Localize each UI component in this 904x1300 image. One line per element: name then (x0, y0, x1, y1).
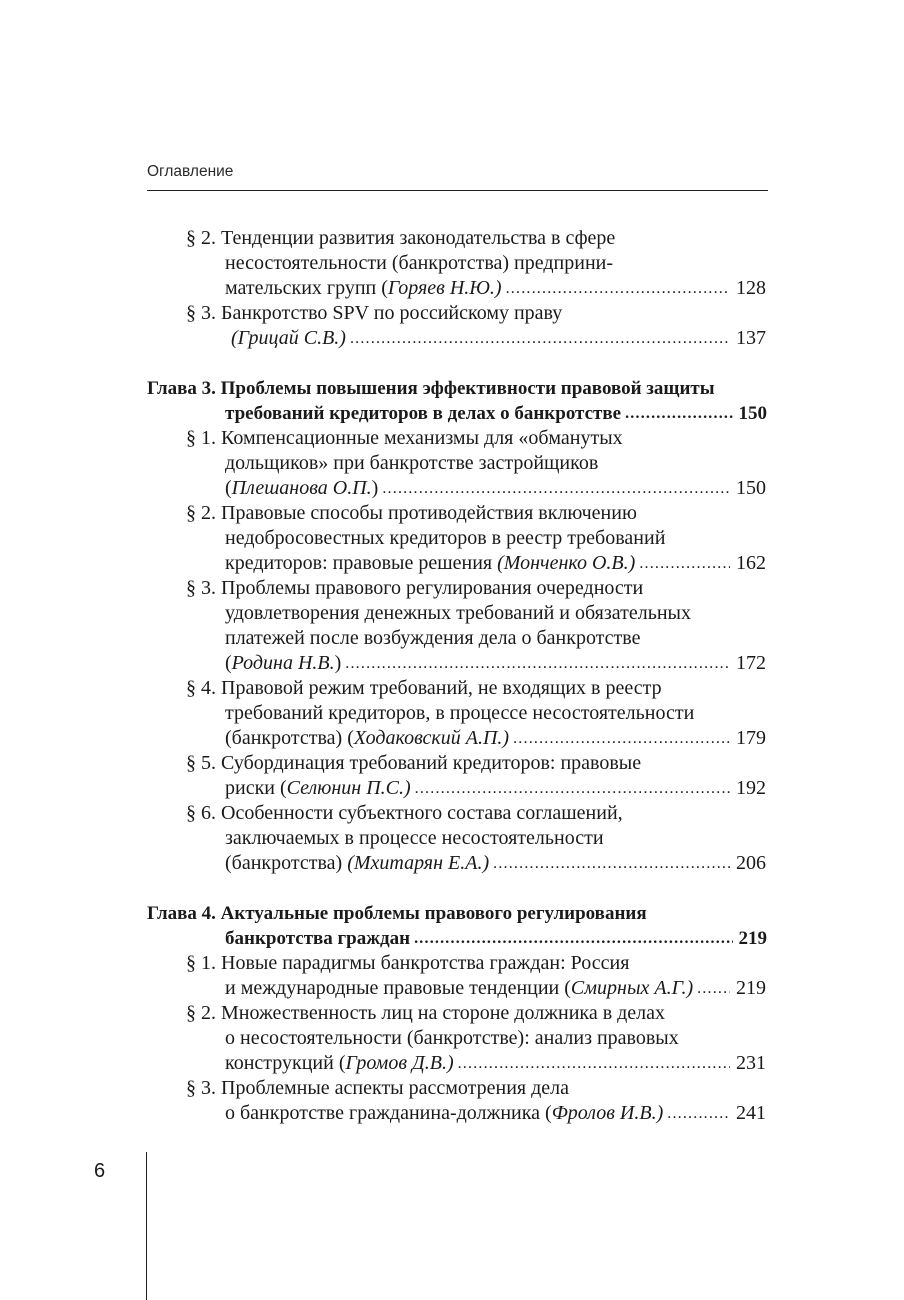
toc-entry-3-1-line3[interactable]: (Плешанова О.П.) ..... 150 (225, 476, 766, 501)
toc-entry-3-1-line1: § 1. Компенсационные механизмы для «обманутых (186, 427, 623, 449)
dot-leader (345, 651, 730, 676)
toc-chapter-3-title-line2[interactable]: требований кредиторов в делах о банкротстве ..... 150 (225, 401, 767, 426)
toc-entry-2-2-line1: § 2. Тенденции развития законодательства в сфере (186, 227, 616, 249)
page-number: 128 (736, 277, 766, 299)
toc-entry-3-4-line1: § 4. Правовой режим требований, не входящих в реестр (186, 677, 662, 699)
toc-entry-3-3-line1: § 3. Проблемы правового регулирования очередности (186, 577, 644, 599)
page-number: 219 (736, 977, 766, 999)
toc-entry-3-3-line4[interactable]: (Родина Н.В.) ..... 172 (225, 651, 766, 676)
dot-leader (493, 851, 730, 876)
toc-entry-3-5-line2[interactable]: риски (Селюнин П.С.) ..... 192 (225, 776, 766, 801)
page-number: 172 (736, 652, 766, 674)
page-number: 206 (736, 852, 766, 874)
dot-leader (639, 551, 730, 576)
page-number: 192 (736, 777, 766, 799)
page-number: 150 (738, 403, 767, 424)
dot-leader (458, 1051, 730, 1076)
toc-entry-4-1-line2[interactable]: и международные правовые тенденции (Смирных А.Г.) ..... 219 (225, 976, 766, 1001)
toc-entry-3-3-line2: удовлетворения денежных требований и обязательных (225, 602, 691, 624)
toc-entry-4-2-line2: о несостоятельности (банкротстве): анализ правовых (225, 1027, 679, 1049)
toc-entry-4-2-line1: § 2. Множественность лиц на стороне должника в делах (186, 1002, 666, 1024)
toc-entry-3-5-line1: § 5. Субординация требований кредиторов: правовые (186, 752, 642, 774)
page-number-folio: 6 (94, 1160, 106, 1182)
dot-leader (513, 726, 730, 751)
toc-entry-4-1-line1: § 1. Новые парадигмы банкротства граждан: Россия (186, 952, 630, 974)
dot-leader (415, 776, 730, 801)
dot-leader (350, 326, 730, 351)
page-number: 179 (736, 727, 766, 749)
toc-entry-3-6-line3[interactable]: (банкротства) (Мхитарян Е.А.) ..... 206 (225, 851, 766, 876)
header-rule (147, 190, 768, 191)
page-number: 219 (738, 928, 767, 949)
dot-leader (414, 926, 732, 951)
toc-entry-3-3-line3: платежей после возбуждения дела о банкротстве (225, 627, 641, 649)
toc-entry-4-3-line1: § 3. Проблемные аспекты рассмотрения дела (186, 1077, 570, 1099)
toc-chapter-4-title-line1[interactable]: Глава 4. Актуальные проблемы правового регулирования (147, 903, 647, 924)
toc-entry-2-3-line1: § 3. Банкротство SPV по российскому праву (186, 302, 563, 324)
toc-entry-4-3-line2[interactable]: о банкротстве гражданина-должника (Фролов И.В.) ..... 241 (225, 1101, 766, 1126)
page-number: 162 (736, 552, 766, 574)
toc-entry-3-2-line3[interactable]: кредиторов: правовые решения (Монченко О.В.) ..... 162 (225, 551, 766, 576)
dot-leader (382, 476, 730, 501)
dot-leader (697, 976, 730, 1001)
toc-entry-3-2-line1: § 2. Правовые способы противодействия включению (186, 502, 637, 524)
toc-entry-3-4-line2: требований кредиторов, в процессе несостоятельности (225, 702, 695, 724)
running-head-title: Оглавление (147, 163, 234, 180)
toc-entry-4-2-line3[interactable]: конструкций (Громов Д.В.) ..... 231 (225, 1051, 766, 1076)
toc-entry-2-3-line2[interactable]: (Грицай С.В.) ..... 137 (231, 326, 766, 351)
toc-entry-3-1-line2: дольщиков» при банкротстве застройщиков (225, 452, 599, 474)
toc-entry-3-4-line3[interactable]: (банкротства) (Ходаковский А.П.) ..... 179 (225, 726, 766, 751)
page-number: 137 (736, 327, 766, 349)
toc-entry-3-2-line2: недобросовестных кредиторов в реестр требований (225, 527, 666, 549)
page-number: 241 (736, 1102, 766, 1124)
page-number: 150 (736, 477, 766, 499)
dot-leader (506, 276, 730, 301)
page-number: 231 (736, 1052, 766, 1074)
toc-entry-3-6-line1: § 6. Особенности субъектного состава соглашений, (186, 802, 623, 824)
toc-entry-3-6-line2: заключаемых в процессе несостоятельности (225, 827, 604, 849)
toc-chapter-3-title-line1[interactable]: Глава 3. Проблемы повышения эффективности правовой защиты (147, 378, 715, 399)
toc-chapter-4-title-line2[interactable]: банкротства граждан ..... 219 (225, 926, 767, 951)
dot-leader (667, 1101, 730, 1126)
toc-entry-2-2-line3[interactable]: мательских групп (Горяев Н.Ю.) ..... 128 (225, 276, 766, 301)
folio-rule (146, 1152, 147, 1300)
toc-entry-2-2-line2: несостоятельности (банкротства) предприни- (225, 252, 614, 274)
dot-leader (625, 401, 732, 426)
